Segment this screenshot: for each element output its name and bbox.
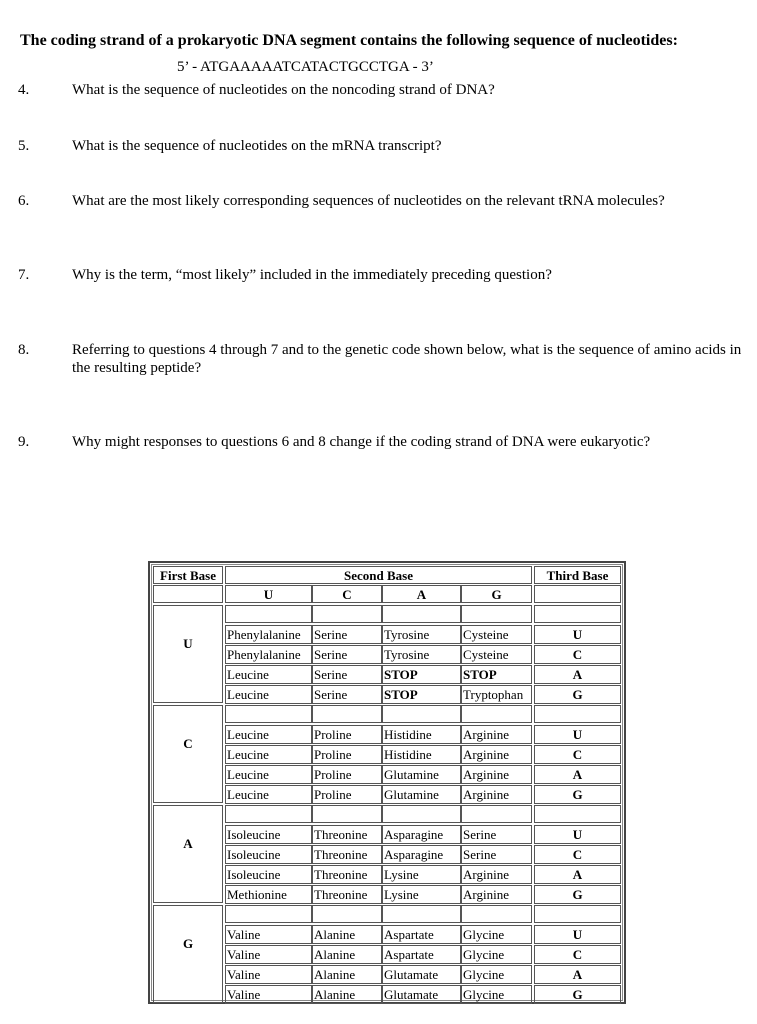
amino-acid: Glutamine (382, 785, 461, 804)
stop-codon: STOP (382, 665, 461, 684)
amino-acid: Valine (225, 965, 312, 984)
amino-acid: Leucine (225, 765, 312, 784)
amino-acid: Proline (312, 725, 382, 744)
amino-acid: Arginine (461, 765, 532, 784)
amino-acid: Leucine (225, 725, 312, 744)
question-text: Why might responses to questions 6 and 8 change if the coding strand of DNA were eukaryotic? (72, 434, 651, 450)
worksheet-heading: The coding strand of a prokaryotic DNA segment contains the following sequence of nucleotides: (20, 32, 678, 49)
first-base-group-u (153, 605, 223, 703)
spacer-cell (534, 905, 621, 923)
first-base-label: C (183, 736, 193, 751)
spacer-cell (461, 805, 532, 823)
amino-acid: Arginine (461, 885, 532, 904)
question-number: 5. (18, 138, 30, 154)
amino-acid: Serine (461, 825, 532, 844)
stop-codon: STOP (461, 665, 532, 684)
amino-acid: Methionine (225, 885, 312, 904)
genetic-code-table (148, 561, 626, 1004)
spacer-cell (461, 905, 532, 923)
first-base-group-a (153, 805, 223, 903)
second-base-u: U (225, 585, 312, 603)
third-base: C (534, 745, 621, 764)
amino-acid: Cysteine (461, 625, 532, 644)
spacer-cell (461, 605, 532, 623)
amino-acid: Tryptophan (461, 685, 532, 704)
question-number: 4. (18, 82, 30, 98)
amino-acid: Alanine (312, 985, 382, 1004)
amino-acid: Threonine (312, 845, 382, 864)
third-base: A (534, 865, 621, 884)
third-base: G (534, 885, 621, 904)
third-base: A (534, 765, 621, 784)
amino-acid: Proline (312, 785, 382, 804)
amino-acid: Glycine (461, 985, 532, 1004)
second-base-a: A (382, 585, 461, 603)
amino-acid: Isoleucine (225, 845, 312, 864)
question-text: Why is the term, “most likely” included in the immediately preceding question? (72, 267, 552, 283)
spacer-cell (225, 705, 312, 723)
first-base-label: A (183, 836, 193, 851)
amino-acid: Threonine (312, 825, 382, 844)
third-base: A (534, 665, 621, 684)
first-base-label: U (183, 636, 193, 651)
spacer-cell (312, 805, 382, 823)
third-base: C (534, 645, 621, 664)
second-base-header: Second Base (225, 566, 532, 584)
amino-acid: Isoleucine (225, 825, 312, 844)
amino-acid: Serine (312, 645, 382, 664)
amino-acid: Serine (312, 665, 382, 684)
first-base-header: First Base (153, 566, 223, 584)
third-base: U (534, 825, 621, 844)
spacer-cell (382, 605, 461, 623)
dna-sequence: 5’ - ATGAAAAATCATACTGCCTGA - 3’ (177, 59, 434, 75)
amino-acid: Tyrosine (382, 645, 461, 664)
amino-acid: Tyrosine (382, 625, 461, 644)
first-base-subheader-blank (153, 585, 223, 603)
amino-acid: Lysine (382, 865, 461, 884)
third-base: U (534, 625, 621, 644)
spacer-cell (461, 705, 532, 723)
question-text: What is the sequence of nucleotides on the noncoding strand of DNA? (72, 82, 495, 98)
amino-acid: Arginine (461, 725, 532, 744)
amino-acid: Threonine (312, 885, 382, 904)
amino-acid: Aspartate (382, 925, 461, 944)
spacer-cell (382, 705, 461, 723)
amino-acid: Arginine (461, 745, 532, 764)
question-number: 8. (18, 342, 30, 358)
amino-acid: Serine (312, 685, 382, 704)
question-number: 7. (18, 267, 30, 283)
first-base-group-c (153, 705, 223, 803)
spacer-cell (312, 605, 382, 623)
amino-acid: Alanine (312, 925, 382, 944)
amino-acid: Glycine (461, 945, 532, 964)
amino-acid: Serine (312, 625, 382, 644)
amino-acid: Proline (312, 765, 382, 784)
second-base-g: G (461, 585, 532, 603)
question-number: 9. (18, 434, 30, 450)
amino-acid: Valine (225, 985, 312, 1004)
question-text: Referring to questions 4 through 7 and to the genetic code shown below, what is the sequence of amino acids in the resulting peptide? (72, 342, 742, 376)
amino-acid: Glycine (461, 925, 532, 944)
amino-acid: Arginine (461, 785, 532, 804)
spacer-cell (312, 705, 382, 723)
amino-acid: Phenylalanine (225, 645, 312, 664)
third-base: G (534, 785, 621, 804)
first-base-group-g (153, 905, 223, 1003)
amino-acid: Cysteine (461, 645, 532, 664)
amino-acid: Phenylalanine (225, 625, 312, 644)
question-number: 6. (18, 193, 30, 209)
third-base: A (534, 965, 621, 984)
question-text: What are the most likely corresponding sequences of nucleotides on the relevant tRNA molecules? (72, 193, 665, 209)
amino-acid: Leucine (225, 665, 312, 684)
amino-acid: Valine (225, 925, 312, 944)
amino-acid: Threonine (312, 865, 382, 884)
amino-acid: Isoleucine (225, 865, 312, 884)
amino-acid: Aspartate (382, 945, 461, 964)
amino-acid: Serine (461, 845, 532, 864)
third-base: C (534, 945, 621, 964)
spacer-cell (225, 605, 312, 623)
stop-codon: STOP (382, 685, 461, 704)
spacer-cell (382, 905, 461, 923)
third-base: U (534, 925, 621, 944)
question-text: What is the sequence of nucleotides on the mRNA transcript? (72, 138, 442, 154)
third-base-header: Third Base (534, 566, 621, 584)
amino-acid: Histidine (382, 725, 461, 744)
second-base-c: C (312, 585, 382, 603)
amino-acid: Glycine (461, 965, 532, 984)
spacer-cell (382, 805, 461, 823)
amino-acid: Glutamine (382, 765, 461, 784)
amino-acid: Asparagine (382, 825, 461, 844)
third-base-subheader-blank (534, 585, 621, 603)
spacer-cell (225, 805, 312, 823)
amino-acid: Proline (312, 745, 382, 764)
third-base: U (534, 725, 621, 744)
amino-acid: Leucine (225, 785, 312, 804)
amino-acid: Glutamate (382, 985, 461, 1004)
amino-acid: Histidine (382, 745, 461, 764)
third-base: C (534, 845, 621, 864)
amino-acid: Leucine (225, 685, 312, 704)
spacer-cell (534, 805, 621, 823)
amino-acid: Alanine (312, 945, 382, 964)
amino-acid: Lysine (382, 885, 461, 904)
amino-acid: Leucine (225, 745, 312, 764)
spacer-cell (225, 905, 312, 923)
first-base-label: G (182, 936, 194, 951)
spacer-cell (534, 605, 621, 623)
spacer-cell (312, 905, 382, 923)
amino-acid: Alanine (312, 965, 382, 984)
spacer-cell (534, 705, 621, 723)
amino-acid: Arginine (461, 865, 532, 884)
third-base: G (534, 685, 621, 704)
amino-acid: Asparagine (382, 845, 461, 864)
amino-acid: Valine (225, 945, 312, 964)
amino-acid: Glutamate (382, 965, 461, 984)
third-base: G (534, 985, 621, 1004)
